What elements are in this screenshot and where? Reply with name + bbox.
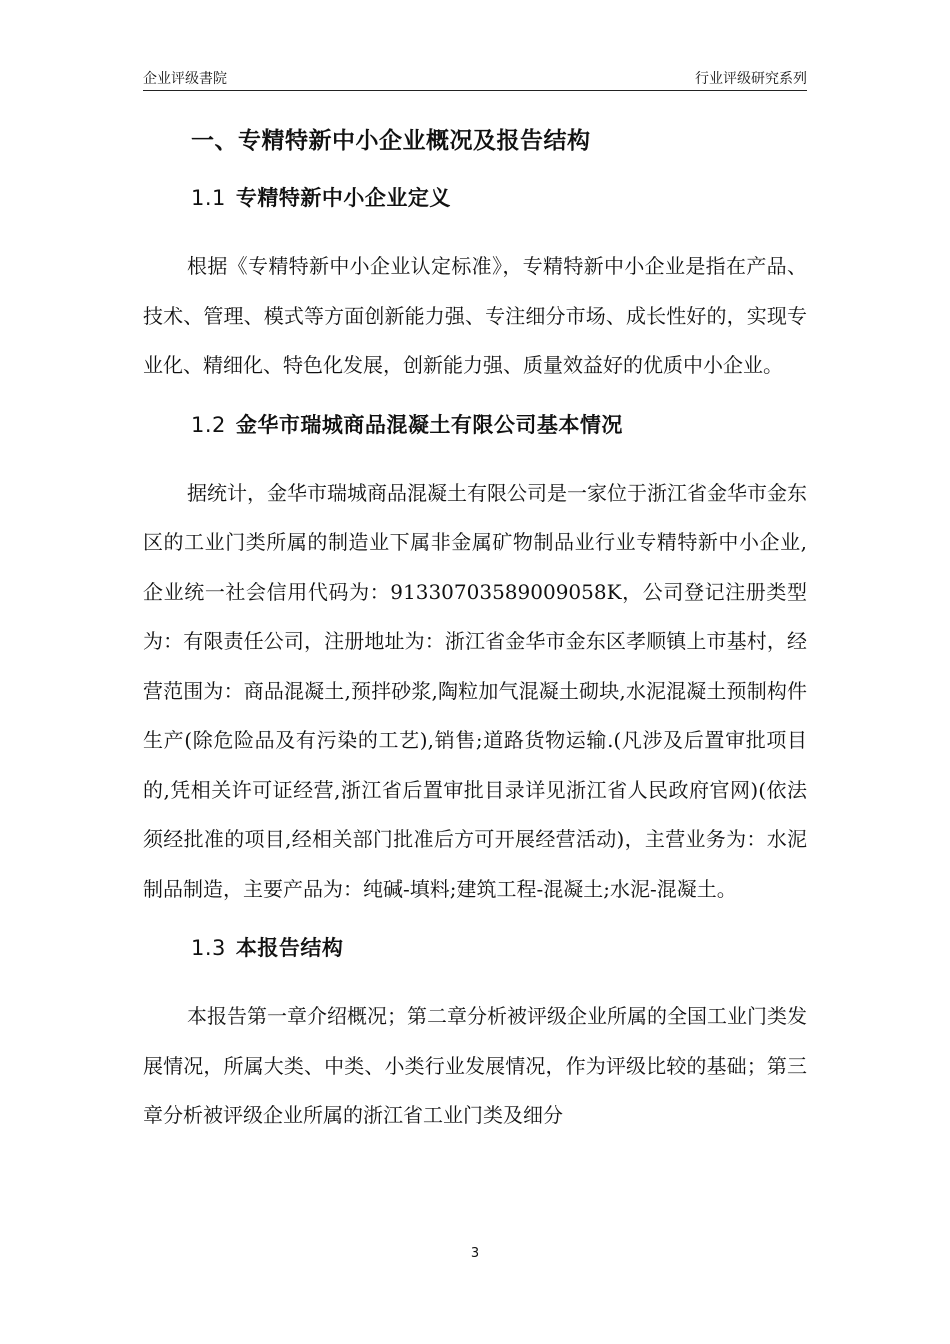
paragraph-definition: 根据《专精特新中小企业认定标准》，专精特新中小企业是指在产品、技术、管理、模式等方面创新能力强、专注细分市场、成长性好的，实现专业化、精细化、特色化发展，创新能力强、质量效益好的优质中小企业。 bbox=[143, 254, 807, 377]
page-header bbox=[143, 66, 807, 91]
section-heading-1-1 bbox=[191, 182, 807, 232]
header-left-title: 企业评级書院 bbox=[143, 71, 227, 87]
section-number: 1.2 bbox=[191, 412, 226, 437]
section-heading-1-3 bbox=[191, 932, 807, 982]
header-right-title: 行业评级研究系列 bbox=[695, 71, 807, 87]
section-title: 金华市瑞城商品混凝土有限公司基本情况 bbox=[235, 412, 623, 437]
page-number: 3 bbox=[470, 1246, 480, 1261]
paragraph-company-info: 据统计，金华市瑞城商品混凝土有限公司是一家位于浙江省金华市金东区的工业门类所属的制造业下属非金属矿物制品业行业专精特新中小企业,企业统一社会信用代码为：91330703589009058K，公司登记注册类型为：有限责任公司，注册地址为：浙江省金华市金东区孝顺镇上市基村，经营范围为：商品混凝土,预拌砂浆,陶粒加气混凝土砌块,水泥混凝土预制构件生产(除危险品及有污染的工艺),销售;道路货物运输.(凡涉及后置审批项目的,凭相关许可证经营,浙江省后置审批目录详见浙江省人民政府官网)(依法须经批准的项目,经相关部门批准后方可开展经营活动)，主营业务为：水泥制品制造，主要产品为：纯碱-填料;建筑工程-混凝土;水泥-混凝土。 bbox=[143, 480, 807, 901]
section-title: 专精特新中小企业定义 bbox=[235, 186, 451, 210]
section-number: 1.1 bbox=[191, 186, 226, 210]
chapter-heading: 一、专精特新中小企业概况及报告结构 bbox=[191, 128, 591, 154]
paragraph-report-structure: 本报告第一章介绍概况；第二章分析被评级企业所属的全国工业门类发展情况，所属大类、中类、小类行业发展情况，作为评级比较的基础；第三章分析被评级企业所属的浙江省工业门类及细分 bbox=[143, 1004, 807, 1127]
section-title: 本报告结构 bbox=[235, 936, 344, 960]
section-number: 1.3 bbox=[191, 936, 226, 960]
document-body bbox=[143, 112, 807, 1159]
section-heading-1-2 bbox=[191, 409, 807, 459]
